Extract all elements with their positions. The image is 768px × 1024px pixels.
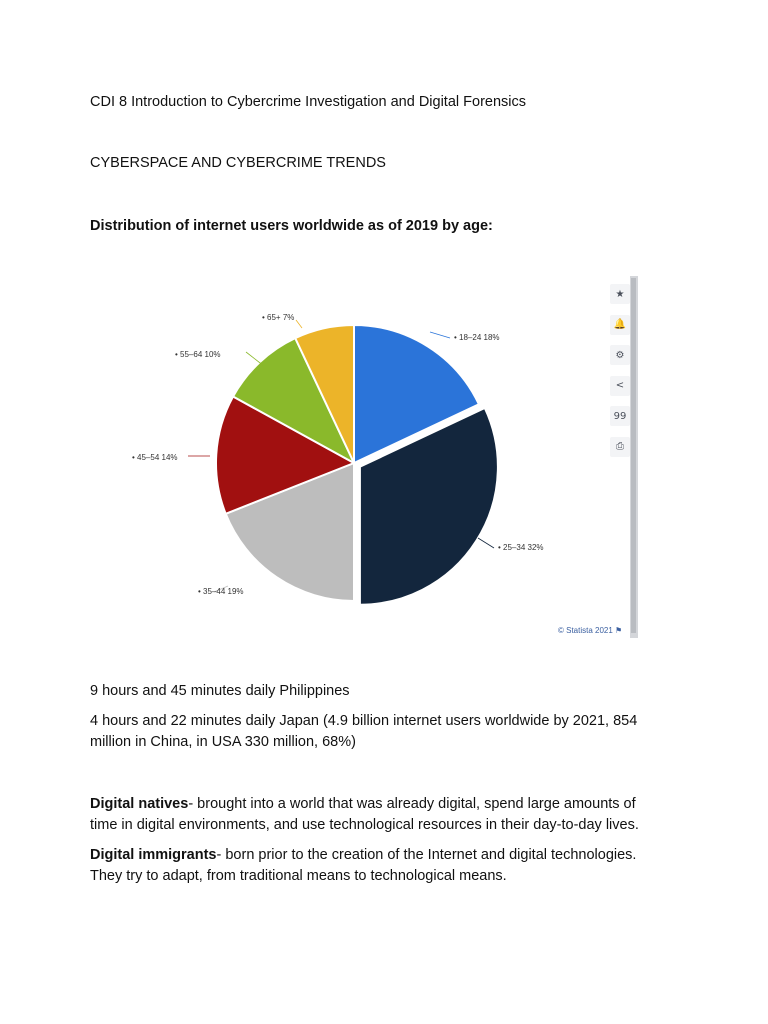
chart-scrollbar[interactable] xyxy=(630,276,638,638)
quote-icon[interactable]: 99 xyxy=(610,406,630,426)
digital-immigrants-line-2: They try to adapt, from traditional means to technological means. xyxy=(90,868,507,884)
bell-icon[interactable]: 🔔 xyxy=(610,315,630,335)
pie-chart-figure xyxy=(118,276,640,641)
digital-natives-def: - brought into a world that was already digital, spend large amounts of xyxy=(188,796,636,812)
digital-natives-line-2: time in digital environments, and use technological resources in their day-to-day lives. xyxy=(90,817,639,833)
japan-line-1: 4 hours and 22 minutes daily Japan (4.9 billion internet users worldwide by 2021, 854 xyxy=(90,713,638,729)
leader-line-18-24 xyxy=(430,332,450,338)
digital-natives-term: Digital natives xyxy=(90,796,189,812)
chart-credit[interactable]: © Statista 2021 ⚑ xyxy=(558,626,623,635)
slice-label-65+: • 65+ 7% xyxy=(262,313,295,322)
gear-icon[interactable]: ⚙ xyxy=(610,345,630,365)
philippines-line: 9 hours and 45 minutes daily Philippines xyxy=(90,683,350,699)
print-icon[interactable]: ⎙ xyxy=(610,437,630,457)
scrollbar-thumb[interactable] xyxy=(631,278,636,633)
slice-label-18-24: • 18–24 18% xyxy=(454,333,500,342)
digital-immigrants-def: - born prior to the creation of the Internet and digital technologies. xyxy=(216,847,637,863)
japan-line-2: million in China, in USA 330 million, 68%) xyxy=(90,734,356,750)
leader-line-65+ xyxy=(296,320,302,328)
digital-immigrants-line-1 xyxy=(90,845,636,866)
chart-toolbar xyxy=(610,284,632,467)
share-icon[interactable]: < xyxy=(610,376,630,396)
chart-heading: Distribution of internet users worldwide as of 2019 by age: xyxy=(90,218,493,234)
slice-label-45-54: • 45–54 14% xyxy=(132,453,178,462)
leader-line-55-64 xyxy=(246,352,264,366)
digital-natives-line-1 xyxy=(90,794,636,815)
slice-label-55-64: • 55–64 10% xyxy=(175,350,221,359)
slice-label-25-34: • 25–34 32% xyxy=(498,543,544,552)
slice-label-35-44: • 35–44 19% xyxy=(198,587,244,596)
course-title: CDI 8 Introduction to Cybercrime Investigation and Digital Forensics xyxy=(90,94,526,110)
section-title: CYBERSPACE AND CYBERCRIME TRENDS xyxy=(90,155,386,171)
leader-line-25-34 xyxy=(478,538,494,548)
digital-immigrants-term: Digital immigrants xyxy=(90,847,217,863)
star-icon[interactable]: ★ xyxy=(610,284,630,304)
pie-chart xyxy=(118,276,640,641)
